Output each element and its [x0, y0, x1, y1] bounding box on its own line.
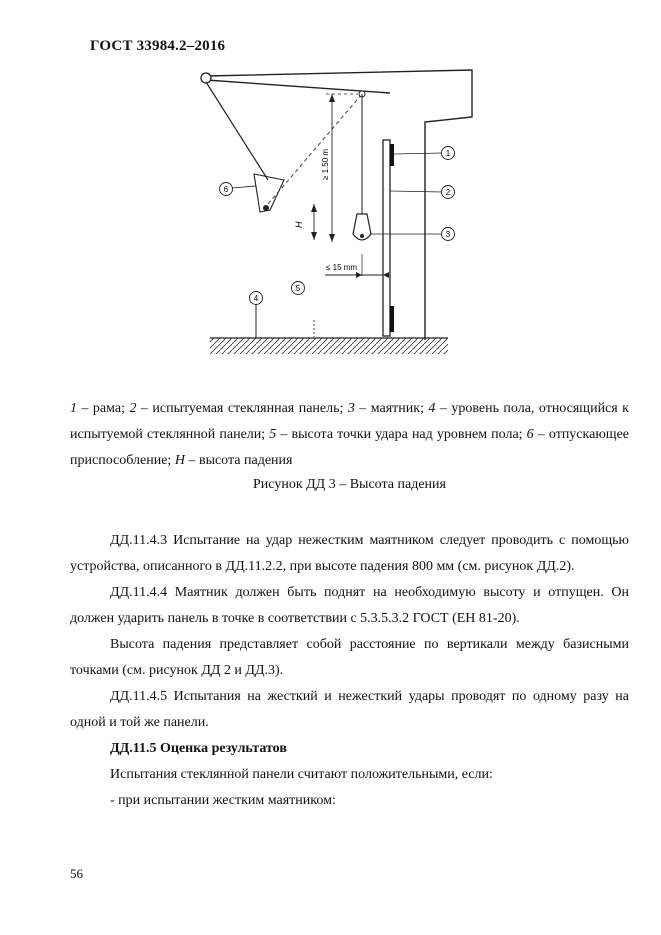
dim-gap-label: ≤ 15 mm [326, 263, 358, 272]
list-item: - при испытании жестким маятником: [110, 793, 336, 808]
pendulum-swing-path [268, 94, 362, 204]
figure-caption: 1 – рама; 2 – испытуемая стеклянная панель; 3 – маятник; 4 – уровень пола, относящийся к испытуемой стеклянной панели; 5 – высота точки удара над уровнем пола; 6 – отпускающее приспособление; H – высота падения [70, 401, 629, 468]
svg-text:1: 1 [445, 149, 451, 158]
figure-title: Рисунок ДД 3 – Высота падения [253, 477, 446, 492]
paragraph: Высота падения представляет собой расстояние по вертикали между базисными точками (см. рисунок ДД 2 и ДД.3). [70, 637, 629, 678]
svg-text:3: 3 [445, 230, 451, 239]
glass-panel [383, 140, 390, 336]
release-arm [206, 82, 268, 180]
svg-text:5: 5 [295, 284, 301, 293]
paragraph: ДД.11.4.3 Испытание на удар нежестким маятником следует проводить с помощью устройства, описанного в ДД.11.2.2, при высоте падения 800 мм (см. рисунок ДД.2). [70, 533, 629, 574]
paragraph: Испытания стеклянной панели считают положительными, если: [110, 767, 493, 782]
section-subheading: ДД.11.5 Оценка результатов [110, 741, 287, 756]
frame-beam [206, 70, 472, 340]
figure-drop-height [190, 62, 480, 367]
floor-hatch [210, 338, 448, 354]
dim-h-label: H [294, 221, 304, 228]
pivot-circle [201, 73, 211, 83]
body-text [70, 528, 629, 814]
paragraph: ДД.11.4.5 Испытания на жесткий и нежесткий удары проводят по одному разу на одной и той же панели. [70, 689, 629, 730]
release-device [254, 174, 284, 212]
document-header: ГОСТ 33984.2–2016 [90, 38, 226, 54]
svg-text:2: 2 [445, 188, 451, 197]
svg-text:6: 6 [223, 185, 229, 194]
dim-height-label: ≥ 1.50 m [321, 148, 330, 180]
figure-drawing [190, 62, 480, 367]
svg-text:4: 4 [253, 294, 259, 303]
page-number: 56 [70, 866, 83, 881]
paragraph: ДД.11.4.4 Маятник должен быть поднят на необходимую высоту и отпущен. Он должен ударить панель в точке в соответствии с 5.3.5.3.2 ГОСТ (ЕН 81-20). [70, 585, 629, 626]
